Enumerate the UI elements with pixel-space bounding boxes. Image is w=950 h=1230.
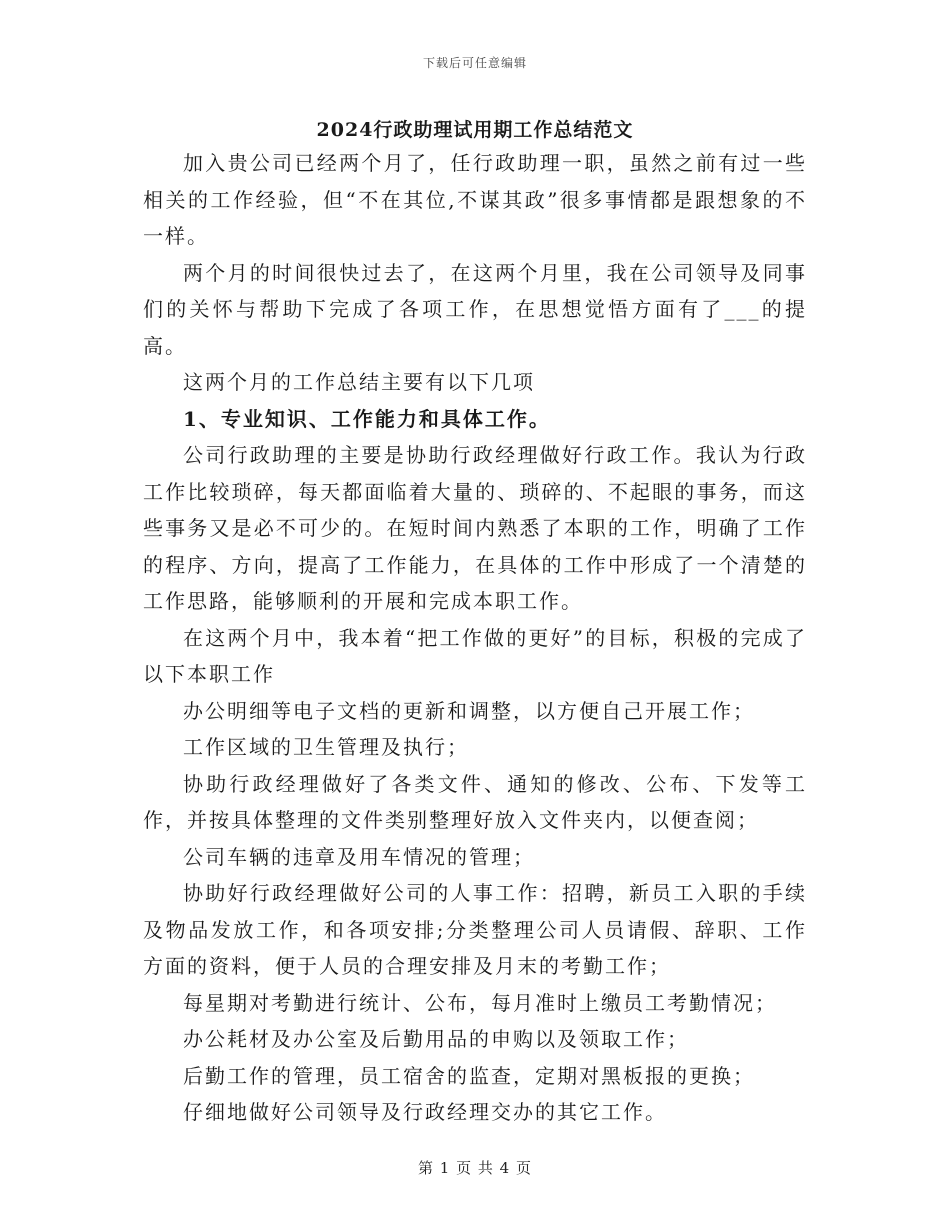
document-body (143, 145, 807, 1131)
paragraph: 两个月的时间很快过去了，在这两个月里，我在公司领导及同事们的关怀与帮助下完成了各项工作，在思想觉悟方面有了___的提高。 (143, 260, 807, 358)
paragraph: 这两个月的工作总结主要有以下几项 (183, 370, 535, 394)
page-header: 下载后可任意编辑 (422, 56, 527, 70)
list-item: 每星期对考勤进行统计、公布，每月准时上缴员工考勤情况； (183, 990, 777, 1015)
list-item: 公司车辆的违章及用车情况的管理； (183, 844, 535, 869)
paragraph: 公司行政助理的主要是协助行政经理做好行政工作。我认为行政工作比较琐碎，每天都面临着大量的、琐碎的、不起眼的事务，而这些事务又是必不可少的。在短时间内熟悉了本职的工作，明确了工作的程序、方向，提高了工作能力，在具体的工作中形成了一个清楚的工作思路，能够顺利的开展和完成本职工作。 (143, 443, 807, 613)
document-title: 2024行政助理试用期工作总结范文 (316, 119, 634, 141)
list-item: 工作区域的卫生管理及执行； (183, 735, 469, 759)
paragraph: 在这两个月中，我本着“把工作做的更好”的目标，积极的完成了以下本职工作 (143, 625, 807, 686)
list-item: 仔细地做好公司领导及行政经理交办的其它工作。 (183, 1100, 667, 1124)
list-item: 后勤工作的管理，员工宿舍的监查，定期对黑板报的更换； (183, 1063, 755, 1088)
paragraph: 加入贵公司已经两个月了，任行政助理一职，虽然之前有过一些相关的工作经验，但“不在其位,不谋其政”很多事情都是跟想象的不一样。 (143, 151, 807, 248)
section-heading: 1、专业知识、工作能力和具体工作。 (183, 406, 551, 431)
page-number: 第 1 页 共 4 页 (418, 1159, 532, 1177)
list-item: 办公耗材及办公室及后勤用品的申购以及领取工作； (183, 1027, 689, 1051)
list-item: 办公明细等电子文档的更新和调整，以方便自己开展工作； (183, 698, 755, 723)
list-item: 协助行政经理做好了各类文件、通知的修改、公布、下发等工作，并按具体整理的文件类别整理好放入文件夹内，以便查阅； (143, 771, 807, 832)
list-item: 协助好行政经理做好公司的人事工作：招聘，新员工入职的手续及物品发放工作，和各项安排;分类整理公司人员请假、辞职、工作方面的资料，便于人员的合理安排及月末的考勤工作； (143, 881, 807, 978)
